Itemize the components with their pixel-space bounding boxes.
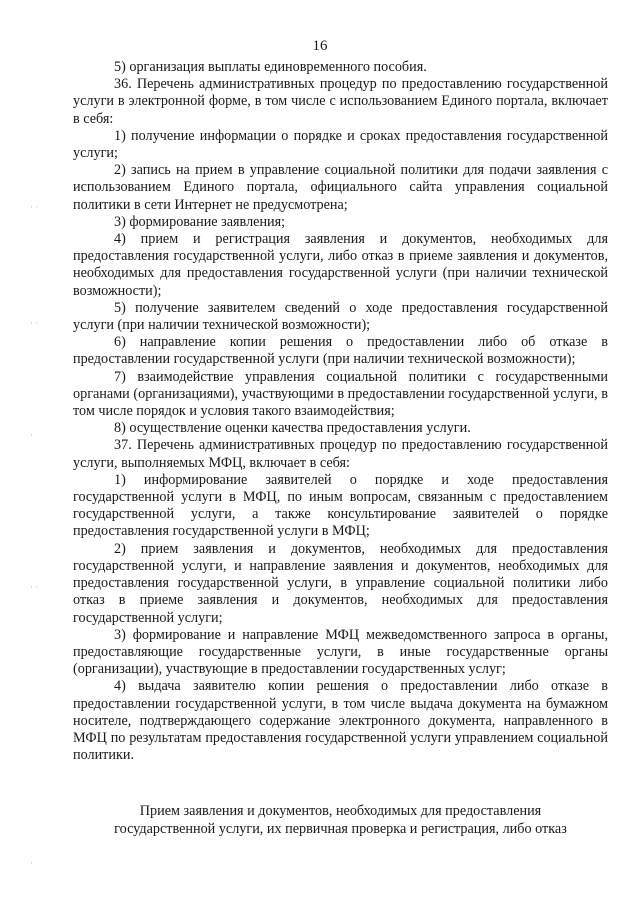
paragraph-36-item-3: 3) формирование заявления; xyxy=(114,213,286,230)
paragraph-36-item-4: 4) прием и регистрация заявления и документов, необходимых для предоставления государственной услуги, либо отказ в приеме заявления и документов, необходимых для предоставления государственной услуги (при наличии технической возможности); xyxy=(73,231,608,299)
document-body xyxy=(73,59,608,764)
paragraph-36-item-1: 1) получение информации о порядке и сроках предоставления государственной услуги; xyxy=(73,127,608,162)
section-heading-line-1: Прием заявления и документов, необходимых для предоставления xyxy=(139,803,542,819)
scan-speck: · · xyxy=(30,202,39,212)
section-heading-line-2: государственной услуги, их первичная проверка и регистрация, либо отказ xyxy=(114,821,567,837)
paragraph-36-intro: 36. Перечень административных процедур по предоставлению государственной услуги в электронной форме, в том числе с использованием Единого портала, включает в себя: xyxy=(73,76,608,127)
section-heading xyxy=(73,802,608,838)
scan-speck: · · xyxy=(30,582,39,592)
scan-speck: · · xyxy=(30,318,39,328)
paragraph-37-item-2: 2) прием заявления и документов, необходимых для предоставления государственной услуги, и направление заявления и документов, необходимых для предоставления государственной услуги, в управление социальной политики либо отказ в приеме заявления и документов, необходимых для предоставления государственной услуги; xyxy=(73,540,608,626)
scan-speck: · xyxy=(30,430,33,440)
paragraph-37-item-4: 4) выдача заявителю копии решения о предоставлении либо отказе в предоставлении государственной услуги, в том числе выдача документа на бумажном носителе, подтверждающего содержание электронного документа, направленного в МФЦ по результатам предоставления государственной услуги управлением социальной политики. xyxy=(73,678,608,764)
paragraph-36-item-7: 7) взаимодействие управления социальной политики с государственными органами (организациями), участвующими в предоставлении государственной услуги, в том числе порядок и условия такого взаимодействия; xyxy=(73,368,608,420)
paragraph-37-item-3: 3) формирование и направление МФЦ межведомственного запроса в органы, предоставляющие государственные услуги, в иные государственные органы (организации), участвующие в предоставлении государственных услуг; xyxy=(73,626,608,678)
paragraph-37-intro: 37. Перечень административных процедур по предоставлению государственной услуги, выполняемых МФЦ, включает в себя: xyxy=(73,437,608,471)
paragraph-36-item-8: 8) осуществление оценки качества предоставления услуги. xyxy=(114,420,471,437)
paragraph-36-item-5: 5) получение заявителем сведений о ходе предоставления государственной услуги (при наличии технической возможности); xyxy=(73,299,608,334)
scan-speck: · xyxy=(30,858,33,868)
paragraph-36-item-2: 2) запись на прием в управление социальной политики для подачи заявления с использованием Единого портала, официального сайта управления социальной политики в сети Интернет не предусмотрена; xyxy=(73,162,608,213)
page-number: 16 xyxy=(312,38,328,54)
paragraph-37-item-1: 1) информирование заявителей о порядке и ходе предоставления государственной услуги в МФЦ, по иным вопросам, связанным с предоставлением государственной услуги, а также консультирование заявителей о порядке предоставления государственной услуги в МФЦ; xyxy=(73,471,608,540)
paragraph-36-item-6: 6) направление копии решения о предоставлении либо об отказе в предоставлении государственной услуги (при наличии технической возможности); xyxy=(73,334,608,368)
paragraph-item-5-payment: 5) организация выплаты единовременного пособия. xyxy=(114,59,427,75)
